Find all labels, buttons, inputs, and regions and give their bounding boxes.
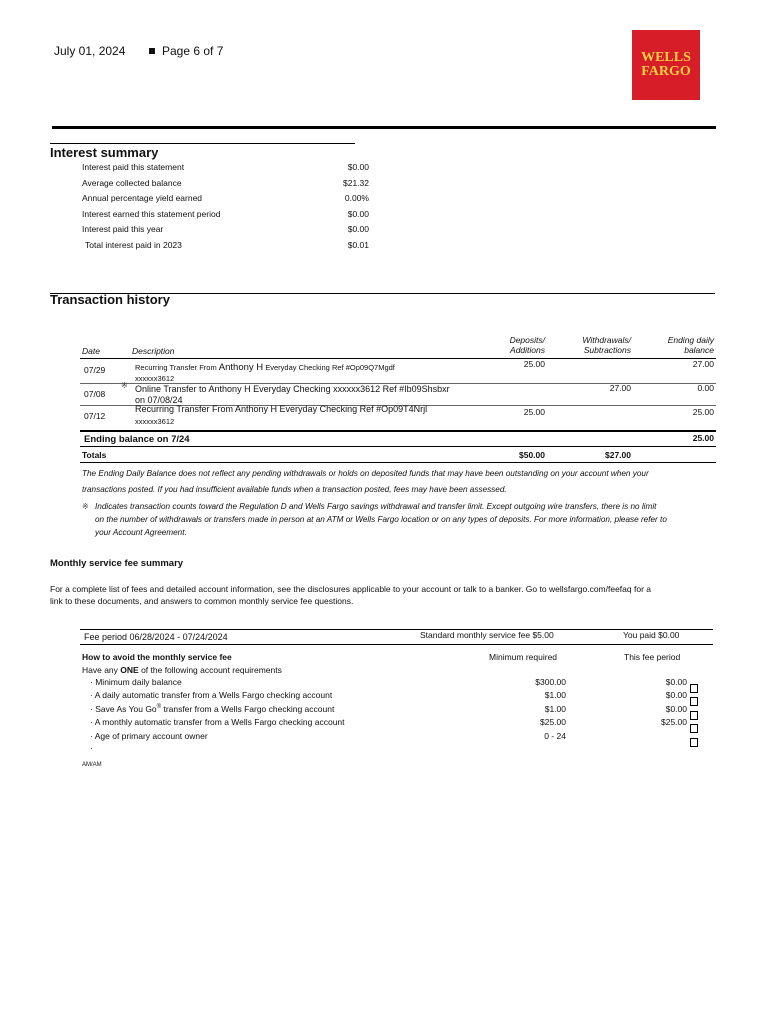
ending-balance-bottom-rule [80,446,716,447]
totals-label: Totals [82,450,107,460]
interest-row [82,209,369,219]
interest-value: $0.00 [347,162,369,172]
interest-row [82,178,369,188]
minimum-required-header: Minimum required [489,652,558,662]
interest-label: Average collected balance [82,178,182,188]
ending-balance-note: The Ending Daily Balance does not reflect any pending withdrawals or holds on deposited funds that may have been outstanding on your account when your transactions posted. If you had insufficient available funds when a transaction posted, fees may have been assessed. [82,469,649,494]
requirement-actual: $25.00 [661,717,687,727]
wells-fargo-logo [632,30,700,100]
how-to-avoid-heading: How to avoid the monthly service fee [82,652,232,662]
interest-value: $0.00 [347,209,369,219]
interest-row [82,193,369,203]
this-fee-period-header: This fee period [624,652,681,662]
description-column-header: Description [132,346,175,356]
interest-label: Annual percentage yield earned [82,193,203,203]
requirement-actual: $0.00 [665,690,687,700]
requirement-label: · Age of primary account owner [90,731,208,741]
transaction-deposit: 25.00 [523,407,545,417]
regulation-d-star-icon: ※ [82,502,89,511]
table-header-rule [80,358,716,359]
interest-value: $0.00 [347,224,369,234]
totals-deposits: $50.00 [519,450,545,460]
deposits-column-header: Deposits/ Additions [509,335,545,355]
transaction-date: 07/12 [84,411,106,421]
transaction-description-date: on 07/08/24 [135,395,183,405]
logo-line-1: WELLS [641,50,691,65]
transaction-balance: 0.00 [697,383,714,393]
transaction-description: Recurring Transfer From Anthony H Everyday Checking Ref #Op09T4Nrjl [135,404,428,414]
statement-date: July 01, 2024 [54,44,126,58]
ending-balance-rule [80,430,716,432]
interest-value: 0.00% [344,193,369,203]
requirement-minimum: $1.00 [544,704,566,714]
logo-line-2: FARGO [641,64,691,79]
transaction-deposit: 25.00 [523,359,545,369]
page-number: Page 6 of 7 [162,44,224,58]
transaction-description: Online Transfer to Anthony H Everyday Checking xxxxxx3612 Ref #Ib09Shsbxr [135,384,450,394]
interest-row [85,240,369,250]
requirement-label: · Save As You Go® transfer from a Wells Fargo checking account [90,704,335,714]
date-column-header: Date [82,346,100,356]
transaction-balance: 27.00 [692,359,714,369]
requirement-actual: $0.00 [665,704,687,714]
transaction-description-account: xxxxxx3612 [135,417,175,426]
transaction-description: Recurring Transfer From Anthony H Everyday Checking Ref #Op09Q7Mgdf [135,362,395,373]
interest-label: Interest earned this statement period [82,209,221,219]
transaction-balance: 25.00 [692,407,714,417]
page-indicator [149,44,223,58]
requirement-label: · A daily automatic transfer from a Wells Fargo checking account [90,690,333,700]
requirement-label: · Minimum daily balance [90,677,182,687]
ending-balance-label: Ending balance on 7/24 [84,434,190,445]
fee-period: Fee period 06/28/2024 - 07/24/2024 [84,632,228,642]
monthly-fee-title: Monthly service fee summary [50,558,184,569]
header-divider [52,126,716,129]
requirement-minimum: $25.00 [540,717,566,727]
interest-value: $21.32 [343,178,369,188]
transaction-history-title: Transaction history [50,292,170,307]
interest-row [82,224,369,234]
ending-balance-value: 25.00 [692,433,714,443]
square-bullet-icon [149,48,155,54]
footer-code: AM/AM [82,762,102,768]
requirement-bullet: · [90,743,93,753]
transaction-date: 07/08 [84,389,106,399]
fee-table-top-rule [80,629,713,630]
monthly-fee-intro: For a complete list of fees and detailed account information, see the disclosures applicable to your account or talk to a banker. Go to wellsfargo.com/feefaq for a link to these documents, and answers to common monthly service fee questions. [50,584,651,606]
interest-summary-title: Interest summary [50,143,355,160]
interest-label: Interest paid this statement [82,162,185,172]
requirement-minimum: $300.00 [535,677,566,687]
requirement-minimum: 0 - 24 [544,731,566,741]
interest-label: Total interest paid in 2023 [85,240,182,250]
regulation-d-note: Indicates transaction counts toward the Regulation D and Wells Fargo savings withdrawal and transfer limit. Except outgoing wire transfers, there is no limit on the number of withdrawals or transfers made in person at an ATM or Wells Fargo location or on any types of deposits. For more information, please refer to your Account Agreement. [95,502,667,537]
interest-row [82,162,369,172]
totals-bottom-rule [80,462,716,463]
regulation-d-star-icon: ※ [121,381,128,390]
fee-table-header-rule [80,644,713,645]
interest-value: $0.01 [347,240,369,250]
requirement-minimum: $1.00 [544,690,566,700]
requirement-label: · A monthly automatic transfer from a Wells Fargo checking account [90,717,345,727]
requirement-actual: $0.00 [665,677,687,687]
withdrawals-column-header: Withdrawals/ Subtractions [582,335,631,355]
checkbox-icon [690,733,698,751]
balance-column-header: Ending daily balance [667,335,714,355]
standard-fee: Standard monthly service fee $5.00 [420,630,554,640]
transaction-withdrawal: 27.00 [609,383,631,393]
interest-label: Interest paid this year [82,224,164,234]
you-paid: You paid $0.00 [623,630,680,640]
transaction-date: 07/29 [84,365,106,375]
transaction-description-account: xxxxxx3612 [135,374,175,383]
totals-withdrawals: $27.00 [605,450,631,460]
requirements-intro: Have any ONE of the following account requirements [82,665,282,675]
